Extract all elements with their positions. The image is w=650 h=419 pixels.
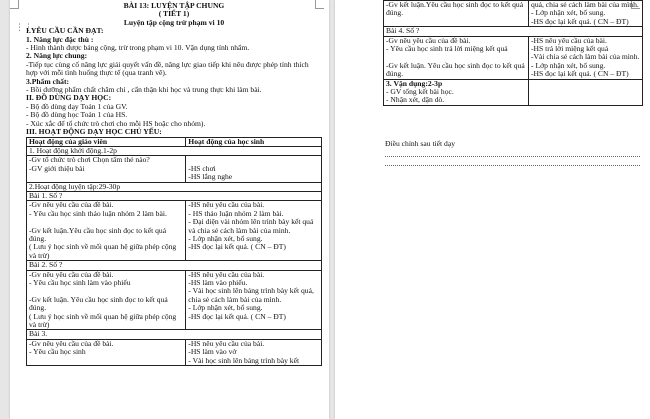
document-body-continued: [383, 0, 643, 106]
cell-line: - Yêu cầu học sinh: [29, 347, 86, 357]
cell-line: -HS lắng nghe: [188, 172, 233, 182]
column-header-teacher: Hoạt động của giáo viên: [27, 137, 186, 146]
cell-line: - Yêu cầu học sinh làm vào phiếu: [29, 277, 131, 287]
cell-line: - Lớp nhận xét, bổ sung.: [188, 233, 263, 243]
student-cell: [529, 1, 643, 27]
cell-line: -HS đọc lại kết quả. ( CN – ĐT): [531, 16, 629, 26]
document-page-right: [335, 0, 650, 419]
student-cell: [186, 270, 322, 330]
section-text: - Bồi dưỡng phẩm chất chăm chỉ , cẩn thận khi học và trung thực khi làm bài.: [26, 85, 262, 95]
table-row: [384, 79, 643, 105]
section-heading: III. HOẠT ĐỘNG DẠY HỌC CHỦ YẾU:: [26, 127, 162, 137]
cell-line: -HS đọc lại kết quả. ( CN – ĐT): [188, 311, 286, 321]
teacher-cell: [27, 201, 186, 261]
activity-table-continued: [383, 0, 643, 106]
cell-line: -Gv tổ chức trò chơi Chọn tấm thẻ nào?: [29, 155, 150, 165]
cell-line: -HS trả lời miệng kết quả: [531, 44, 609, 54]
activity-table: [26, 137, 322, 367]
section-text: - Bộ đồ dùng học Toán 1 của HS.: [26, 110, 128, 120]
section-label: 2.Hoạt động luyện tập:29-30p: [27, 182, 322, 191]
cell-line: - Lớp nhận xét, bổ sung.: [531, 8, 606, 18]
section-label: 3. Vận dụng:2-3p: [386, 78, 443, 88]
student-cell: [529, 36, 643, 79]
cell-line: - Đại diện vài nhóm lên trình bày kết quả và chia sẻ cách làm bài của mình.: [188, 217, 314, 235]
section-heading: 2. Năng lực chung:: [26, 51, 88, 61]
student-cell: [186, 156, 322, 182]
cell-line: -GV giới thiệu bài: [29, 163, 85, 173]
lesson-subtitle: Luyện tập cộng trừ phạm vi 10: [123, 17, 225, 27]
dotted-line: [385, 158, 640, 166]
cell-line: - HS thảo luận nhóm 2 làm bài.: [188, 208, 284, 218]
lesson-period: ( TIẾT 1): [158, 9, 190, 19]
table-section-row: [27, 330, 322, 339]
cell-line: -HS nêu yêu cầu của bài.: [188, 338, 265, 348]
cell-line: -HS nêu yêu cầu của bài.: [531, 35, 607, 45]
cell-line: - Vài học sinh lên bảng trình bày kết: [188, 355, 300, 365]
cell-line: - Lớp nhận xét, bổ sung.: [188, 303, 263, 313]
cell-line: - Nhận xét, dặn dò.: [386, 95, 445, 105]
cell-line: - Lớp nhận xét, bổ sung.: [531, 60, 606, 70]
cell-line: -HS nêu yêu cầu của bài.: [188, 269, 265, 279]
section-text: - Hình thành được bảng cộng, trừ trong phạm vi 10. Vận dụng tính nhẩm.: [26, 43, 250, 53]
cell-line: -HS đọc lại kết quả. ( CN – ĐT): [188, 242, 286, 252]
table-section-row: [384, 27, 643, 36]
adjustment-label: Điều chỉnh sau tiết dạy: [385, 139, 456, 148]
table-row: [27, 270, 322, 330]
dotted-line: [385, 149, 640, 157]
lesson-title: BÀI 13: LUYỆN TẬP CHUNG: [123, 1, 225, 10]
cell-line: - Yêu cầu học sinh trả lời miệng kết quả: [386, 44, 508, 54]
section-label: Bài 3.: [27, 330, 322, 339]
cell-line: -HS nêu yêu cầu của bài.: [188, 200, 265, 210]
cell-line: -Gv kết luận. Yêu cầu học sinh đọc to kết quả đúng.: [29, 294, 168, 313]
teacher-cell: [384, 36, 529, 79]
teacher-cell: [384, 79, 529, 105]
cell-line: -HS làm vào vở: [188, 347, 237, 357]
teacher-cell: [27, 156, 186, 182]
cell-line: -Gv nêu yêu cầu của đề bài.: [29, 200, 114, 210]
section-text: - Xúc xắc để tổ chức trò chơi cho mỗi HS hoặc cho nhóm).: [26, 118, 206, 128]
section-label: Bài 4. Số ?: [384, 27, 643, 36]
cell-line: -HS chơi: [188, 163, 216, 173]
section-label: Bài 1. Số ?: [27, 191, 322, 200]
cell-line: quả, chia sẻ cách làm bài của mình.: [531, 0, 639, 9]
table-row: [27, 201, 322, 261]
student-cell: [529, 79, 643, 105]
cell-line: -HS làm vào phiếu.: [188, 277, 248, 287]
teacher-cell: [384, 1, 529, 27]
table-row: [27, 156, 322, 182]
student-cell: [186, 201, 322, 261]
cell-line: - Vài học sinh lên bảng trình bày kết quả, chia sẻ cách làm bài của mình.: [188, 286, 314, 304]
table-section-row: [27, 182, 322, 191]
crop-mark: [10, 0, 19, 9]
column-header-student: Hoạt động của học sinh: [186, 137, 322, 146]
cell-line: -HS đọc lại kết quả. ( CN – ĐT): [531, 69, 629, 79]
cell-line: - GV tổng kết bài học.: [386, 87, 454, 97]
section-heading: 1. Năng lực đặc thù :: [26, 34, 94, 44]
table-move-handle-icon[interactable]: ⋮⋮: [15, 23, 33, 33]
section-text: - Bộ đồ dùng dạy Toán 1 của GV.: [26, 101, 128, 111]
cell-line: ( Lưu ý học sinh về mối quan hệ giữa phép cộng và trừ): [29, 242, 177, 260]
student-cell: [186, 339, 322, 365]
cell-line: -Vài chia sẻ cách làm bài của mình.: [531, 52, 640, 62]
cell-line: -Gv nêu yêu cầu của đề bài.: [29, 269, 114, 279]
cell-line: ( Lưu ý học sinh về mối quan hệ giữa phép cộng và trừ): [29, 311, 177, 329]
document-body: [26, 2, 322, 366]
lesson-sections: [26, 27, 322, 136]
section-text: -Tiếp tục cùng cố năng lực giải quyết vấn đề, năng lực giao tiếp khi nêu được phép tính thích hợp với mỗi tình huống thực tế (qua tranh vẽ).: [26, 59, 309, 78]
cell-line: -Gv kết luận. Yêu cầu học sinh đọc to kết quả đúng.: [386, 60, 525, 79]
table-row: [384, 36, 643, 79]
section-heading: II. ĐỒ DÙNG DẠY HỌC:: [26, 93, 112, 103]
cell-line: -Gv nêu yêu cầu của đề bài.: [386, 35, 471, 45]
section-heading: I.YÊU CẦU CẦN ĐẠT:: [26, 26, 104, 36]
table-row: [384, 1, 643, 27]
cell-line: -Gv kết luận.Yêu cầu học sinh đọc to kết quả đúng.: [386, 0, 524, 18]
cell-line: -Gv kết luận.Yêu cầu học sinh đọc to kết quả đúng.: [29, 225, 167, 243]
teacher-cell: [27, 270, 186, 330]
adjustment-notes: [385, 140, 640, 166]
cell-line: - Yêu cầu học sinh thảo luận nhóm 2 làm bài.: [29, 208, 167, 218]
table-section-row: [27, 261, 322, 270]
section-label: Bài 2. Số ?: [27, 261, 322, 270]
section-heading: 3.Phẩm chất:: [26, 76, 70, 86]
teacher-cell: [27, 339, 186, 365]
section-label: 1. Hoạt động khởi động.1-2p: [27, 146, 322, 155]
table-row: [27, 339, 322, 365]
document-page-left: [10, 0, 329, 419]
cell-line: -Gv nêu yêu cầu của đề bài.: [29, 338, 114, 348]
